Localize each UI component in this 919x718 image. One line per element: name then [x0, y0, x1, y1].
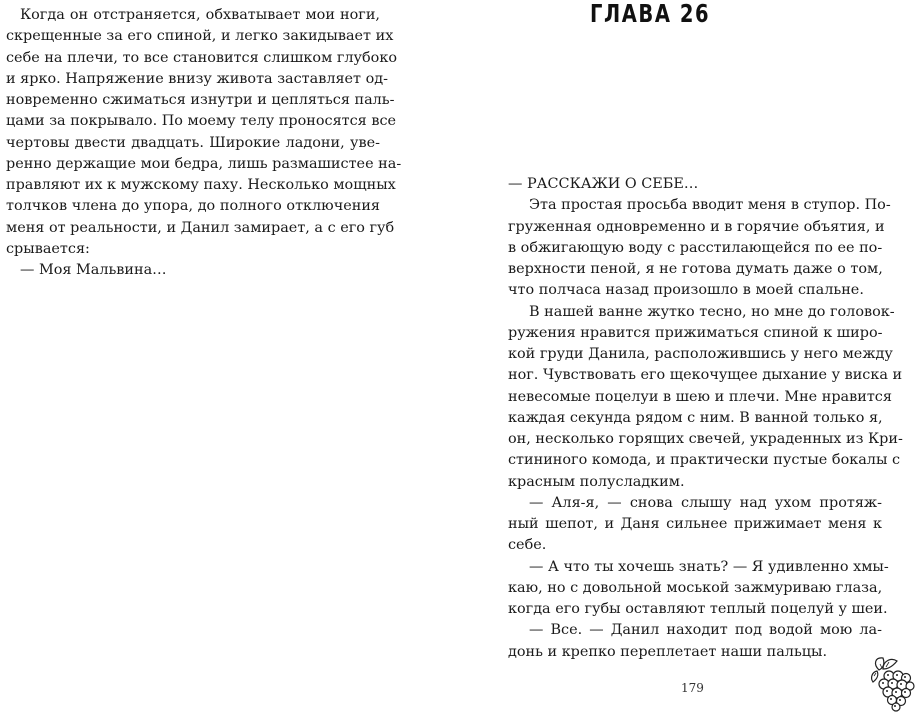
- text-line: и ярко. Напряжение внизу живота заставляет од-: [6, 70, 388, 87]
- text-line: невесомые поцелуи в шею и плечи. Мне нравится: [508, 388, 892, 405]
- text-line: скрещенные за его спиной, и легко закидывает их: [6, 28, 394, 45]
- raspberry-icon: [869, 654, 917, 714]
- text-line: В нашей ванне жутко тесно, но мне до головок-: [529, 303, 895, 320]
- right-page: [459, 0, 919, 717]
- text-line: каю, но с довольной моськой зажмуриваю глаза,: [508, 579, 883, 596]
- page-number: 179: [681, 681, 704, 695]
- text-line: каждая секунда рядом с ним. В ванной только я,: [508, 409, 883, 426]
- left-page-text: [6, 5, 402, 281]
- text-line: ног. Чувствовать его щекочущее дыхание у виска и: [508, 367, 903, 384]
- text-line: толчков члена до упора, до полного отключения: [6, 198, 380, 215]
- text-line: Эта простая просьба вводит меня в ступор. По-: [529, 197, 891, 214]
- text-line: себе на плечи, то все становится слишком глубоко: [6, 49, 397, 66]
- text-line: красным полусладким.: [508, 473, 685, 490]
- right-page-text: [508, 174, 903, 663]
- text-line: Когда он отстраняется, обхватывает мои ноги,: [20, 7, 380, 23]
- text-line: меня от реальности, и Данил замирает, а с его губ: [6, 219, 395, 236]
- text-line: стининого комода, и практически пустые бокалы с: [508, 452, 901, 469]
- left-page: [0, 0, 459, 717]
- text-line: ный шепот, и Даня сильнее прижимает меня к: [508, 516, 882, 532]
- text-line: ружения нравится прижиматься спиной к широ-: [508, 324, 883, 341]
- text-line: кой груди Данила, расположившись у него между: [508, 346, 893, 362]
- text-line: ренно держащие мои бедра, лишь размашистее на-: [6, 155, 402, 172]
- text-line: когда его губы оставляют теплый поцелуй у шеи.: [508, 601, 888, 617]
- text-line: в обжигающую воду с расстилающейся по ее по-: [508, 239, 883, 256]
- text-line: правляют их к мужскому паху. Несколько мощных: [6, 177, 396, 193]
- text-line: верхности пеной, я не готова думать даже о том,: [508, 261, 883, 277]
- text-line: груженная одновременно и в горячие объятия, и: [508, 218, 885, 235]
- text-line: — А что ты хочешь знать? — Я удивленно хмы-: [529, 558, 889, 575]
- text-line: — Аля-я, — снова слышу над ухом протяж-: [529, 494, 882, 511]
- text-line: донь и крепко переплетает наши пальцы.: [508, 643, 828, 660]
- text-line: чертовы двести двадцать. Широкие ладони, уве-: [6, 134, 380, 151]
- text-line: цами за покрывало. По моему телу проносятся все: [6, 113, 397, 130]
- text-line: новременно сжиматься изнутри и цепляться паль-: [6, 92, 395, 108]
- text-line: срывается:: [6, 240, 90, 257]
- text-line: — Все. — Данил находит под водой мою ла-: [529, 622, 882, 639]
- text-line: — Моя Мальвина…: [20, 262, 167, 278]
- chapter-title: ГЛАВА 26: [590, 0, 711, 28]
- text-line: — РАССКАЖИ О СЕБЕ…: [508, 176, 699, 192]
- text-line: что полчаса назад произошло в моей спальне.: [508, 282, 864, 299]
- text-line: себе.: [508, 537, 547, 554]
- text-line: он, несколько горящих свечей, украденных из Кри-: [508, 431, 903, 447]
